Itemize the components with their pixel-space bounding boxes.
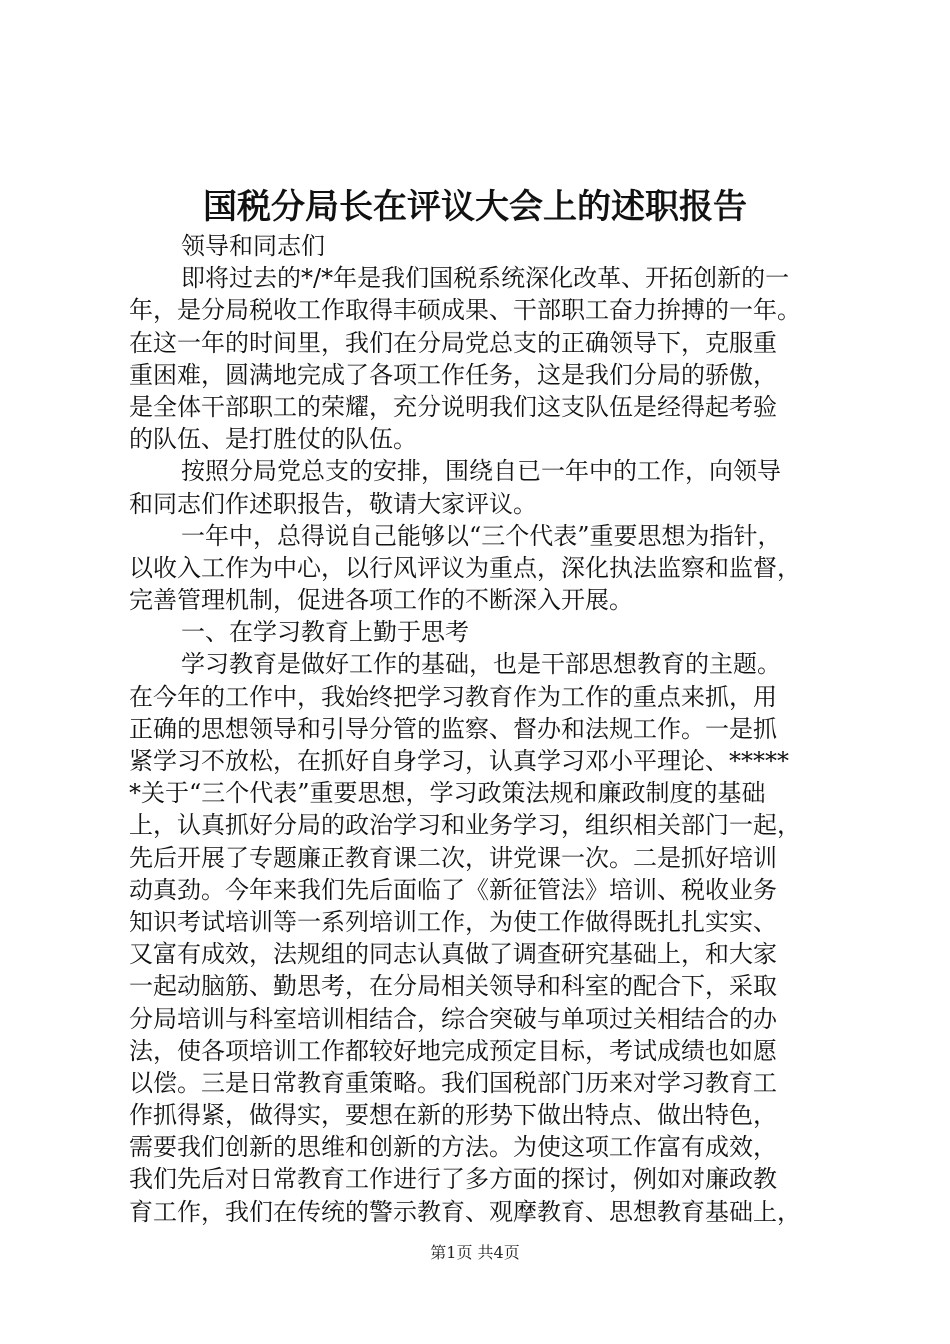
document-title: 国税分局长在评议大会上的述职报告 bbox=[203, 187, 747, 227]
body-line: 的队伍、是打胜仗的队伍。 bbox=[129, 425, 417, 454]
body-line: 一起动脑筋、勤思考，在分局相关领导和科室的配合下，采取 bbox=[129, 972, 777, 1001]
body-line: 作抓得紧，做得实，要想在新的形势下做出特点、做出特色， bbox=[129, 1101, 777, 1130]
body-line: 我们先后对日常教育工作进行了多方面的探讨，例如对廉政教 bbox=[129, 1165, 777, 1194]
body-line: 先后开展了专题廉正教育课二次，讲党课一次。二是抓好培训 bbox=[129, 843, 777, 872]
body-line: 知识考试培训等一系列培训工作，为使工作做得既扎扎实实、 bbox=[129, 907, 777, 936]
body-line: 年，是分局税收工作取得丰硕成果、干部职工奋力拚搏的一年。 bbox=[129, 296, 801, 325]
body-line: 在今年的工作中，我始终把学习教育作为工作的重点来抓，用 bbox=[129, 682, 777, 711]
body-line: 以偿。三是日常教育重策略。我们国税部门历来对学习教育工 bbox=[129, 1068, 777, 1097]
body-line: 按照分局党总支的安排，围绕自已一年中的工作，向领导 bbox=[181, 457, 781, 486]
body-line: 领导和同志们 bbox=[181, 232, 325, 260]
body-line: 分局培训与科室培训相结合，综合突破与单项过关相结合的办 bbox=[129, 1004, 777, 1033]
body-line: 紧学习不放松，在抓好自身学习，认真学习邓小平理论、***** bbox=[129, 747, 789, 775]
body-line: 重困难，圆满地完成了各项工作任务，这是我们分局的骄傲， bbox=[129, 360, 777, 389]
body-line: 以收入工作为中心，以行风评议为重点，深化执法监察和监督， bbox=[129, 553, 801, 582]
document-body bbox=[129, 230, 849, 1228]
body-line: 是全体干部职工的荣耀，充分说明我们这支队伍是经得起考验 bbox=[129, 392, 777, 421]
body-line: 育工作，我们在传统的警示教育、观摩教育、思想教育基础上， bbox=[129, 1197, 801, 1226]
body-line: 学习教育是做好工作的基础，也是干部思想教育的主题。 bbox=[181, 650, 781, 679]
body-line: 上，认真抓好分局的政治学习和业务学习，组织相关部门一起， bbox=[129, 811, 801, 840]
body-line: 一、在学习教育上勤于思考 bbox=[181, 618, 469, 647]
body-line: 法，使各项培训工作都较好地完成预定目标，考试成绩也如愿 bbox=[129, 1036, 777, 1065]
body-line: 动真劲。今年来我们先后面临了《新征管法》培训、税收业务 bbox=[129, 875, 777, 904]
body-line: *关于“三个代表”重要思想，学习政策法规和廉政制度的基础 bbox=[129, 779, 766, 808]
body-line: 一年中，总得说自己能够以“三个代表”重要思想为指针， bbox=[181, 521, 782, 550]
body-line: 需要我们创新的思维和创新的方法。为使这项工作富有成效， bbox=[129, 1133, 777, 1162]
page-footer: 第1页 共4页 bbox=[430, 1243, 520, 1262]
body-line: 即将过去的*/*年是我们国税系统深化改革、开拓创新的一 bbox=[181, 264, 790, 293]
body-line: 完善管理机制，促进各项工作的不断深入开展。 bbox=[129, 586, 633, 615]
body-line: 又富有成效，法规组的同志认真做了调查研究基础上，和大家 bbox=[129, 940, 777, 969]
body-line: 正确的思想领导和引导分管的监察、督办和法规工作。一是抓 bbox=[129, 714, 777, 743]
body-line: 和同志们作述职报告，敬请大家评议。 bbox=[129, 489, 537, 518]
body-line: 在这一年的时间里，我们在分局党总支的正确领导下，克服重 bbox=[129, 328, 777, 357]
